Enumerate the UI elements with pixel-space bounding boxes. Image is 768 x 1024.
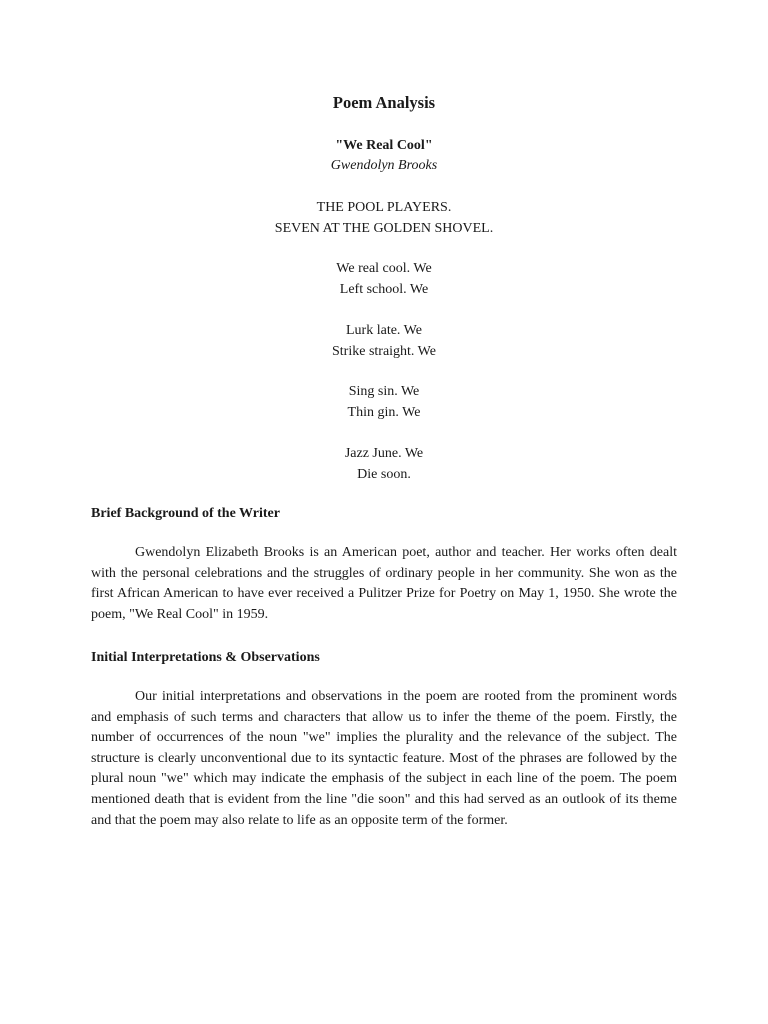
poem-line: Thin gin. We (347, 405, 421, 420)
poem-subtitle-line: THE POOL PLAYERS. (316, 200, 452, 215)
section-paragraph-interpretations: Our initial interpretations and observations in the poem are rooted from the prominent words and emphasis of such terms and characters that allow us to infer the theme of the poem. Firstly, the number of occurrences of the noun "we" implies the plurality and the relevance of the subject. The structure is clearly unconventional due to its syntactic feature. Most of the phrases are followed by the plural noun "we" which may indicate the emphasis of the subject in each line of the poem. The poem mentioned death that is evident from the line "die soon" and this had served as an outlook of its theme and that the poem may also relate to life as an opposite term of the former. (91, 689, 677, 828)
poem-line: Left school. We (339, 282, 429, 297)
poem-line: We real cool. We (336, 261, 432, 276)
poem-line: Die soon. (357, 467, 411, 482)
poem-line: Jazz June. We (344, 446, 424, 461)
section-heading-background: Brief Background of the Writer (91, 506, 280, 521)
poem-line: Sing sin. We (348, 384, 420, 399)
section-paragraph-background: Gwendolyn Elizabeth Brooks is an American poet, author and teacher. Her works often dealt with the personal celebrations and the struggles of ordinary people in her community. She won as the first African American to have ever received a Pulitzer Prize for Poetry on May 1, 1950. She wrote the poem, "We Real Cool" in 1959. (91, 545, 677, 622)
poem-author: Gwendolyn Brooks (330, 158, 438, 173)
poem-title: "We Real Cool" (335, 138, 433, 153)
page-title: Poem Analysis (332, 93, 436, 112)
poem-subtitle-line: SEVEN AT THE GOLDEN SHOVEL. (274, 221, 494, 236)
poem-line: Lurk late. We (346, 323, 422, 338)
poem-line: Strike straight. We (332, 344, 436, 359)
section-heading-interpretations: Initial Interpretations & Observations (91, 650, 320, 665)
